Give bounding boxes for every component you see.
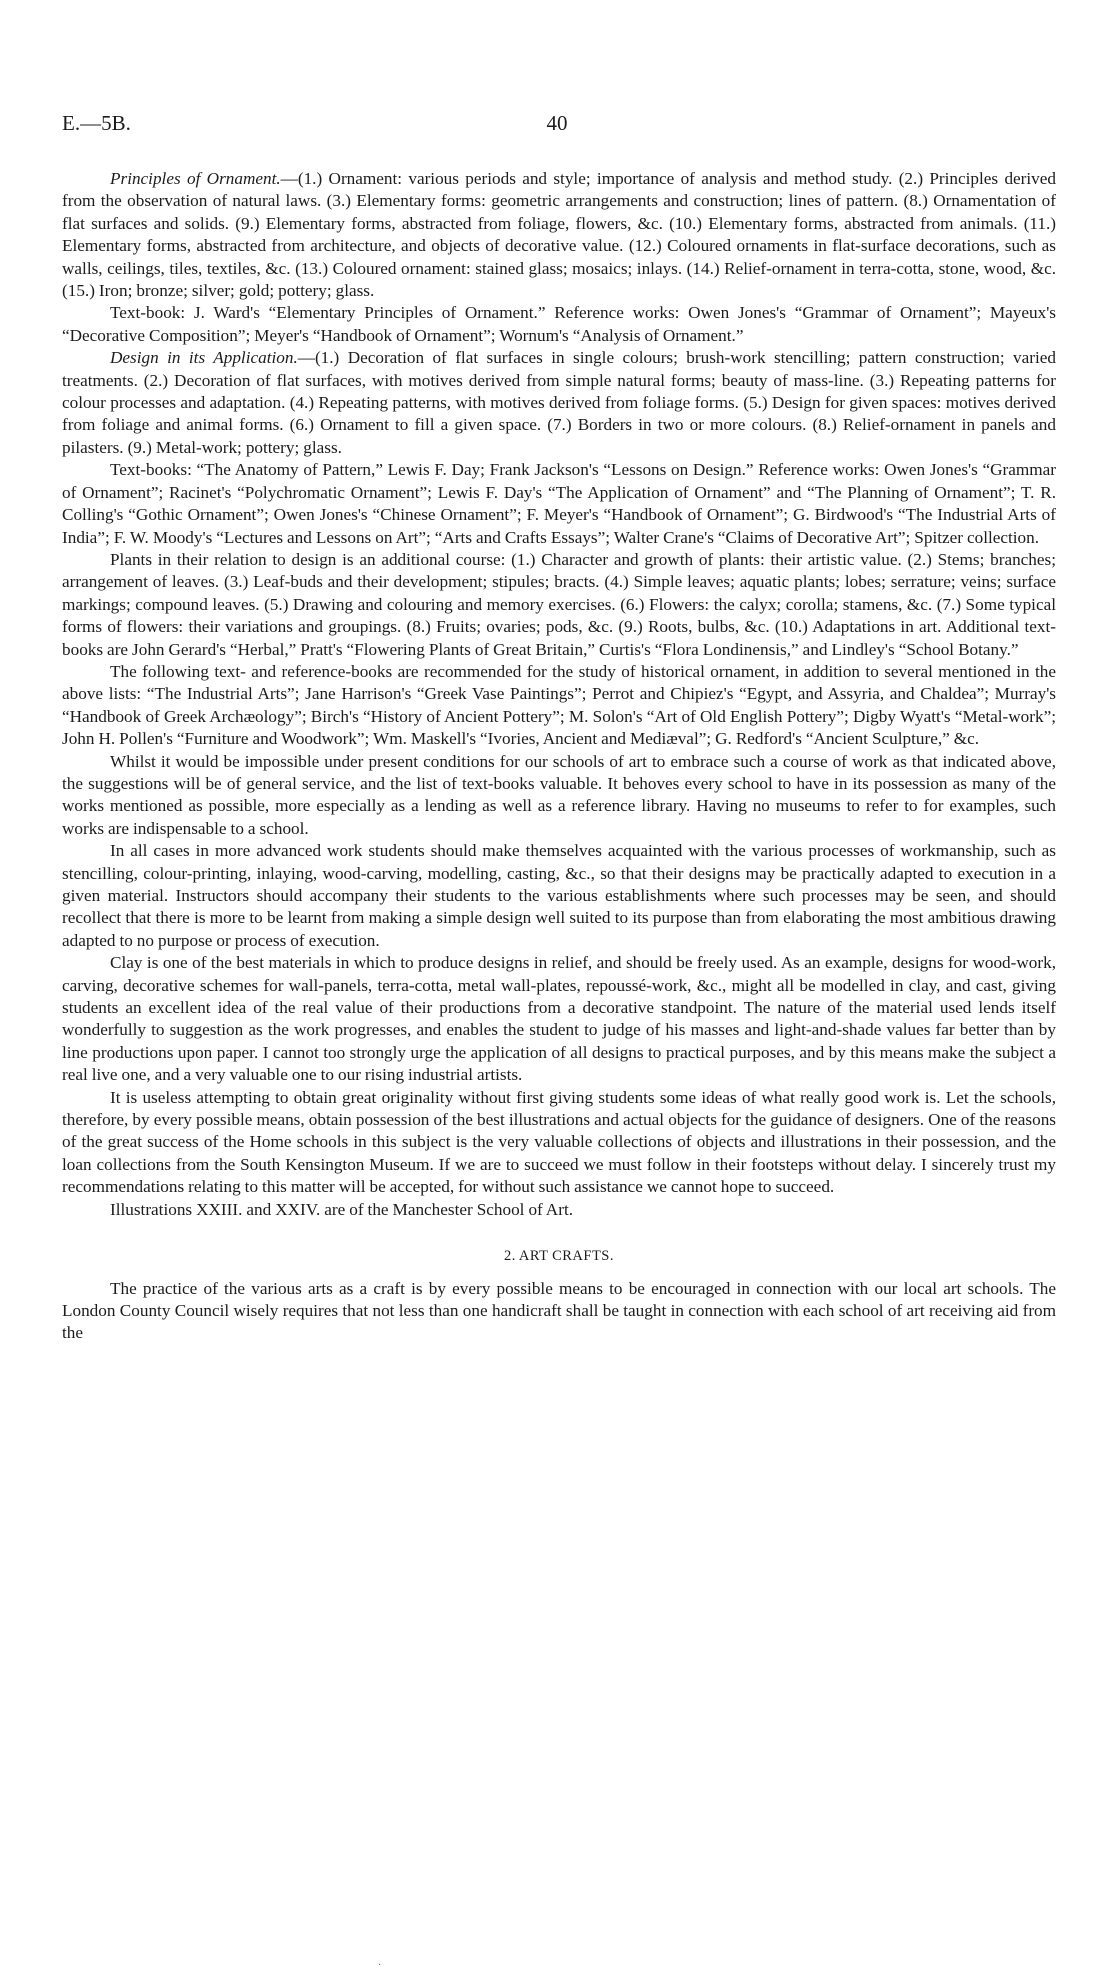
paragraph <box>62 1278 1056 1345</box>
paragraph-text: Text-books: “The Anatomy of Pattern,” Lewis F. Day; Frank Jackson's “Lessons on Design.” Reference works: Owen Jones's “Grammar of Ornament”; Racinet's “Polychromatic Ornament”; Lewis F. Day's “The Application of Ornament” and “The Planning of Ornament”; T. R. Colling's “Gothic Ornament”; Owen Jones's “Chinese Ornament”; F. Meyer's “Handbook of Ornament”; G. Birdwood's “The Industrial Arts of India”; F. W. Moody's “Lectures and Lessons on Art”; “Arts and Crafts Essays”; Walter Crane's “Claims of Decorative Art”; Spitzer collection. <box>62 460 1056 547</box>
document-body <box>62 168 1056 1345</box>
paragraph <box>62 840 1056 952</box>
page-number: 40 <box>546 111 568 135</box>
scan-speck: · <box>378 1960 382 1971</box>
paragraph <box>62 347 1056 459</box>
page-header <box>62 111 1052 141</box>
paragraph-text: —(1.) Ornament: various periods and style; importance of analysis and method study. (2.) Principles derived from the observation of natural laws. (3.) Elementary forms: geometric arrangements and construction; lines of pattern. (8.) Ornamentation of flat surfaces and solids. (9.) Elementary forms, abstracted from foliage, flowers, &c. (10.) Elementary forms, abstracted from animals. (11.) Elementary forms, abstracted from architecture, and objects of decorative value. (12.) Coloured ornaments in flat-surface decorations, such as walls, ceilings, tiles, textiles, &c. (13.) Coloured ornament: stained glass; mosaics; inlays. (14.) Relief-ornament in terra-cotta, stone, wood, &c. (15.) Iron; bronze; silver; gold; pottery; glass. <box>62 169 1056 301</box>
paragraph <box>62 751 1056 841</box>
paragraph-text: Clay is one of the best materials in which to produce designs in relief, and should be freely used. As an example, designs for wood-work, carving, decorative schemes for wall-panels, terra-cotta, metal wall-plates, repoussé-work, &c., might all be modelled in clay, and cast, giving students an excellent idea of the real value of their productions from a decorative standpoint. The nature of the material used lends itself wonderfully to suggestion as the work progresses, and enables the student to judge of his masses and light-and-shade values far better than by line productions upon paper. I cannot too strongly urge the application of all designs to practical purposes, and by this means make the subject a real live one, and a very valuable one to our rising industrial artists. <box>62 953 1056 1085</box>
paragraph <box>62 1087 1056 1199</box>
paragraph <box>62 549 1056 661</box>
paragraph-text: Whilst it would be impossible under present conditions for our schools of art to embrace such a course of work as that indicated above, the suggestions will be of general service, and the list of text-books valuable. It behoves every school to have in its possession as many of the works mentioned as possible, more especially as a lending as well as a reference library. Having no museums to refer to for examples, such works are indispensable to a school. <box>62 751 1056 838</box>
section-heading: 2. ART CRAFTS. <box>503 1248 615 1265</box>
paragraph-text: It is useless attempting to obtain great originality without first giving students some ideas of what really good work is. Let the schools, therefore, by every possible means, obtain possession of the best illustrations and actual objects for the guidance of designers. One of the reasons of the great success of the Home schools in this subject is the very valuable collections of objects and illustrations in their possession, and the loan collections from the South Kensington Museum. If we are to succeed we must follow in their footsteps without delay. I sincerely trust my recommendations relating to this matter will be accepted, for without such assistance we cannot hope to succeed. <box>62 1087 1056 1197</box>
paragraph <box>62 1199 1056 1221</box>
paragraph-text: Text-book: J. Ward's “Elementary Principles of Ornament.” Reference works: Owen Jones's “Grammar of Ornament”; Mayeux's “Decorative Composition”; Meyer's “Handbook of Ornament”; Wornum's “Analysis of Ornament.” <box>62 303 1056 345</box>
paragraph-text: —(1.) Decoration of flat surfaces in single colours; brush-work stencilling; pattern construction; varied treatments. (2.) Decoration of flat surfaces, with motives derived from simple natural forms; beauty of mass-line. (3.) Repeating patterns for colour processes and adaptation. (4.) Repeating patterns, with motives derived from foliage forms. (5.) Design for given spaces: motives derived from foliage and animal forms. (6.) Ornament to fill a given space. (7.) Borders in two or more colours. (8.) Relief-ornament in panels and pilasters. (9.) Metal-work; pottery; glass. <box>62 348 1056 457</box>
paragraph-lead: Design in its Application. <box>110 348 298 368</box>
paragraph <box>62 661 1056 751</box>
paragraph <box>62 168 1056 302</box>
report-reference: E.—5B. <box>62 111 131 135</box>
paragraph <box>62 459 1056 549</box>
paragraph-text: The following text- and reference-books are recommended for the study of historical ornament, in addition to several mentioned in the above lists: “The Industrial Arts”; Jane Harrison's “Greek Vase Paintings”; Perrot and Chipiez's “Egypt, and Assyria, and Chaldea”; Murray's “Handbook of Greek Archæology”; Birch's “History of Ancient Pottery”; M. Solon's “Art of Old English Pottery”; Digby Wyatt's “Metal-work”; John H. Pollen's “Furniture and Woodwork”; Wm. Maskell's “Ivories, Ancient and Mediæval”; G. Redford's “Ancient Sculpture,” &c. <box>62 661 1056 749</box>
paragraph-lead: Principles of Ornament. <box>110 169 281 188</box>
paragraph-text: The practice of the various arts as a craft is by every possible means to be encouraged in connection with our local art schools. The London County Council wisely requires that not less than one handicraft shall be taught in connection with each school of art receiving aid from the <box>62 1278 1056 1343</box>
paragraph-text: Illustrations XXIII. and XXIV. are of the Manchester School of Art. <box>110 1199 574 1219</box>
paragraph-text: In all cases in more advanced work students should make themselves acquainted with the various processes of workmanship, such as stencilling, colour-printing, inlaying, wood-carving, modelling, casting, &c., so that their designs may be practically adapted to execution in a given material. Instructors should accompany their students to the various establishments where such processes may be seen, and should recollect that there is more to be learnt from making a simple design well suited to its purpose than from elaborating the most ambitious drawing adapted to no purpose or process of execution. <box>62 841 1056 950</box>
paragraph <box>62 952 1056 1086</box>
paragraph <box>62 302 1056 347</box>
paragraph-text: Plants in their relation to design is an additional course: (1.) Character and growth of plants: their artistic value. (2.) Stems; branches; arrangement of leaves. (3.) Leaf-buds and their development; stipules; bracts. (4.) Simple leaves; aquatic plants; lobes; serrature; veins; surface markings; compound leaves. (5.) Drawing and colouring and memory exercises. (6.) Flowers: the calyx; corolla; stamens, &c. (7.) Some typical forms of flowers: their variations and groupings. (8.) Fruits; ovaries; pods, &c. (9.) Roots, bulbs, &c. (10.) Adaptations in art. Additional text-books are John Gerard's “Herbal,” Pratt's “Flowering Plants of Great Britain,” Curtis's “Flora Londinensis,” and Lindley's “School Botany.” <box>62 549 1056 659</box>
